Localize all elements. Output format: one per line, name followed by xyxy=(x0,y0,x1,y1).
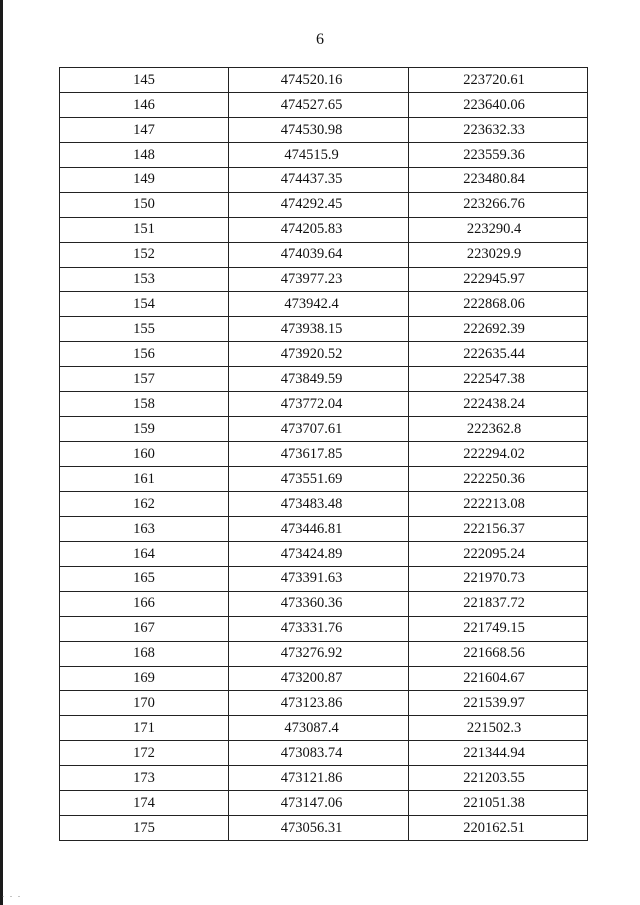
y-coordinate-cell: 222250.36 xyxy=(409,467,588,492)
point-number-cell: 155 xyxy=(60,317,229,342)
page-left-edge xyxy=(0,0,3,905)
scan-corner-mark: . . . xyxy=(2,890,22,899)
table-row xyxy=(60,566,588,591)
y-coordinate-cell: 222156.37 xyxy=(409,516,588,541)
point-number-cell: 151 xyxy=(60,217,229,242)
y-coordinate-cell: 222635.44 xyxy=(409,342,588,367)
table-row xyxy=(60,816,588,841)
point-number-cell: 163 xyxy=(60,516,229,541)
y-coordinate-cell: 221051.38 xyxy=(409,791,588,816)
table-row xyxy=(60,92,588,117)
x-coordinate-cell: 473849.59 xyxy=(229,367,409,392)
point-number-cell: 147 xyxy=(60,117,229,142)
y-coordinate-cell: 221203.55 xyxy=(409,766,588,791)
point-number-cell: 164 xyxy=(60,541,229,566)
table-row xyxy=(60,716,588,741)
page-number: 6 xyxy=(316,31,324,48)
table-row xyxy=(60,591,588,616)
table-row xyxy=(60,791,588,816)
y-coordinate-cell: 221749.15 xyxy=(409,616,588,641)
table-row xyxy=(60,317,588,342)
point-number-cell: 165 xyxy=(60,566,229,591)
point-number-cell: 170 xyxy=(60,691,229,716)
y-coordinate-cell: 221502.3 xyxy=(409,716,588,741)
x-coordinate-cell: 473083.74 xyxy=(229,741,409,766)
table-row xyxy=(60,666,588,691)
x-coordinate-cell: 473121.86 xyxy=(229,766,409,791)
point-number-cell: 153 xyxy=(60,267,229,292)
point-number-cell: 175 xyxy=(60,816,229,841)
y-coordinate-cell: 223632.33 xyxy=(409,117,588,142)
x-coordinate-cell: 473446.81 xyxy=(229,516,409,541)
table-row xyxy=(60,691,588,716)
table-row xyxy=(60,741,588,766)
table-row xyxy=(60,766,588,791)
table-row xyxy=(60,68,588,93)
x-coordinate-cell: 474437.35 xyxy=(229,167,409,192)
y-coordinate-cell: 222868.06 xyxy=(409,292,588,317)
table-row xyxy=(60,491,588,516)
table-row xyxy=(60,541,588,566)
point-number-cell: 154 xyxy=(60,292,229,317)
y-coordinate-cell: 223559.36 xyxy=(409,142,588,167)
point-number-cell: 162 xyxy=(60,491,229,516)
point-number-cell: 149 xyxy=(60,167,229,192)
y-coordinate-cell: 223640.06 xyxy=(409,92,588,117)
table-row xyxy=(60,641,588,666)
y-coordinate-cell: 223720.61 xyxy=(409,68,588,93)
x-coordinate-cell: 473707.61 xyxy=(229,417,409,442)
y-coordinate-cell: 222438.24 xyxy=(409,392,588,417)
table-row xyxy=(60,417,588,442)
table-row xyxy=(60,117,588,142)
point-number-cell: 174 xyxy=(60,791,229,816)
x-coordinate-cell: 474039.64 xyxy=(229,242,409,267)
y-coordinate-cell: 220162.51 xyxy=(409,816,588,841)
point-number-cell: 166 xyxy=(60,591,229,616)
y-coordinate-cell: 223290.4 xyxy=(409,217,588,242)
point-number-cell: 161 xyxy=(60,467,229,492)
table-row xyxy=(60,392,588,417)
table-row xyxy=(60,167,588,192)
table-row xyxy=(60,616,588,641)
y-coordinate-cell: 221539.97 xyxy=(409,691,588,716)
table-row xyxy=(60,292,588,317)
x-coordinate-cell: 474205.83 xyxy=(229,217,409,242)
y-coordinate-cell: 222213.08 xyxy=(409,491,588,516)
x-coordinate-cell: 473920.52 xyxy=(229,342,409,367)
x-coordinate-cell: 473977.23 xyxy=(229,267,409,292)
table-row xyxy=(60,516,588,541)
x-coordinate-cell: 473483.48 xyxy=(229,491,409,516)
point-number-cell: 157 xyxy=(60,367,229,392)
x-coordinate-cell: 473772.04 xyxy=(229,392,409,417)
table-row xyxy=(60,217,588,242)
point-number-cell: 167 xyxy=(60,616,229,641)
x-coordinate-cell: 473147.06 xyxy=(229,791,409,816)
x-coordinate-cell: 474527.65 xyxy=(229,92,409,117)
table-row xyxy=(60,467,588,492)
point-number-cell: 148 xyxy=(60,142,229,167)
y-coordinate-cell: 223480.84 xyxy=(409,167,588,192)
y-coordinate-cell: 222692.39 xyxy=(409,317,588,342)
x-coordinate-cell: 473424.89 xyxy=(229,541,409,566)
table-row xyxy=(60,342,588,367)
y-coordinate-cell: 222945.97 xyxy=(409,267,588,292)
point-number-cell: 172 xyxy=(60,741,229,766)
table-row xyxy=(60,367,588,392)
point-number-cell: 171 xyxy=(60,716,229,741)
table-row xyxy=(60,142,588,167)
x-coordinate-cell: 474520.16 xyxy=(229,68,409,93)
y-coordinate-cell: 221668.56 xyxy=(409,641,588,666)
x-coordinate-cell: 473276.92 xyxy=(229,641,409,666)
table-row xyxy=(60,242,588,267)
x-coordinate-cell: 473391.63 xyxy=(229,566,409,591)
x-coordinate-cell: 473200.87 xyxy=(229,666,409,691)
point-number-cell: 152 xyxy=(60,242,229,267)
y-coordinate-cell: 222294.02 xyxy=(409,442,588,467)
x-coordinate-cell: 473938.15 xyxy=(229,317,409,342)
point-number-cell: 145 xyxy=(60,68,229,93)
y-coordinate-cell: 222095.24 xyxy=(409,541,588,566)
x-coordinate-cell: 473617.85 xyxy=(229,442,409,467)
point-number-cell: 168 xyxy=(60,641,229,666)
x-coordinate-cell: 473331.76 xyxy=(229,616,409,641)
x-coordinate-cell: 473360.36 xyxy=(229,591,409,616)
x-coordinate-cell: 473056.31 xyxy=(229,816,409,841)
y-coordinate-cell: 221837.72 xyxy=(409,591,588,616)
table-row xyxy=(60,267,588,292)
point-number-cell: 158 xyxy=(60,392,229,417)
y-coordinate-cell: 221604.67 xyxy=(409,666,588,691)
x-coordinate-cell: 473551.69 xyxy=(229,467,409,492)
table-row xyxy=(60,442,588,467)
x-coordinate-cell: 474530.98 xyxy=(229,117,409,142)
point-number-cell: 150 xyxy=(60,192,229,217)
y-coordinate-cell: 223266.76 xyxy=(409,192,588,217)
point-number-cell: 160 xyxy=(60,442,229,467)
coordinates-table xyxy=(59,67,588,841)
y-coordinate-cell: 221970.73 xyxy=(409,566,588,591)
x-coordinate-cell: 474292.45 xyxy=(229,192,409,217)
x-coordinate-cell: 473123.86 xyxy=(229,691,409,716)
y-coordinate-cell: 222547.38 xyxy=(409,367,588,392)
point-number-cell: 156 xyxy=(60,342,229,367)
point-number-cell: 173 xyxy=(60,766,229,791)
y-coordinate-cell: 223029.9 xyxy=(409,242,588,267)
coordinates-table-body xyxy=(60,68,588,841)
point-number-cell: 159 xyxy=(60,417,229,442)
table-row xyxy=(60,192,588,217)
x-coordinate-cell: 473087.4 xyxy=(229,716,409,741)
y-coordinate-cell: 222362.8 xyxy=(409,417,588,442)
y-coordinate-cell: 221344.94 xyxy=(409,741,588,766)
x-coordinate-cell: 474515.9 xyxy=(229,142,409,167)
point-number-cell: 169 xyxy=(60,666,229,691)
x-coordinate-cell: 473942.4 xyxy=(229,292,409,317)
point-number-cell: 146 xyxy=(60,92,229,117)
